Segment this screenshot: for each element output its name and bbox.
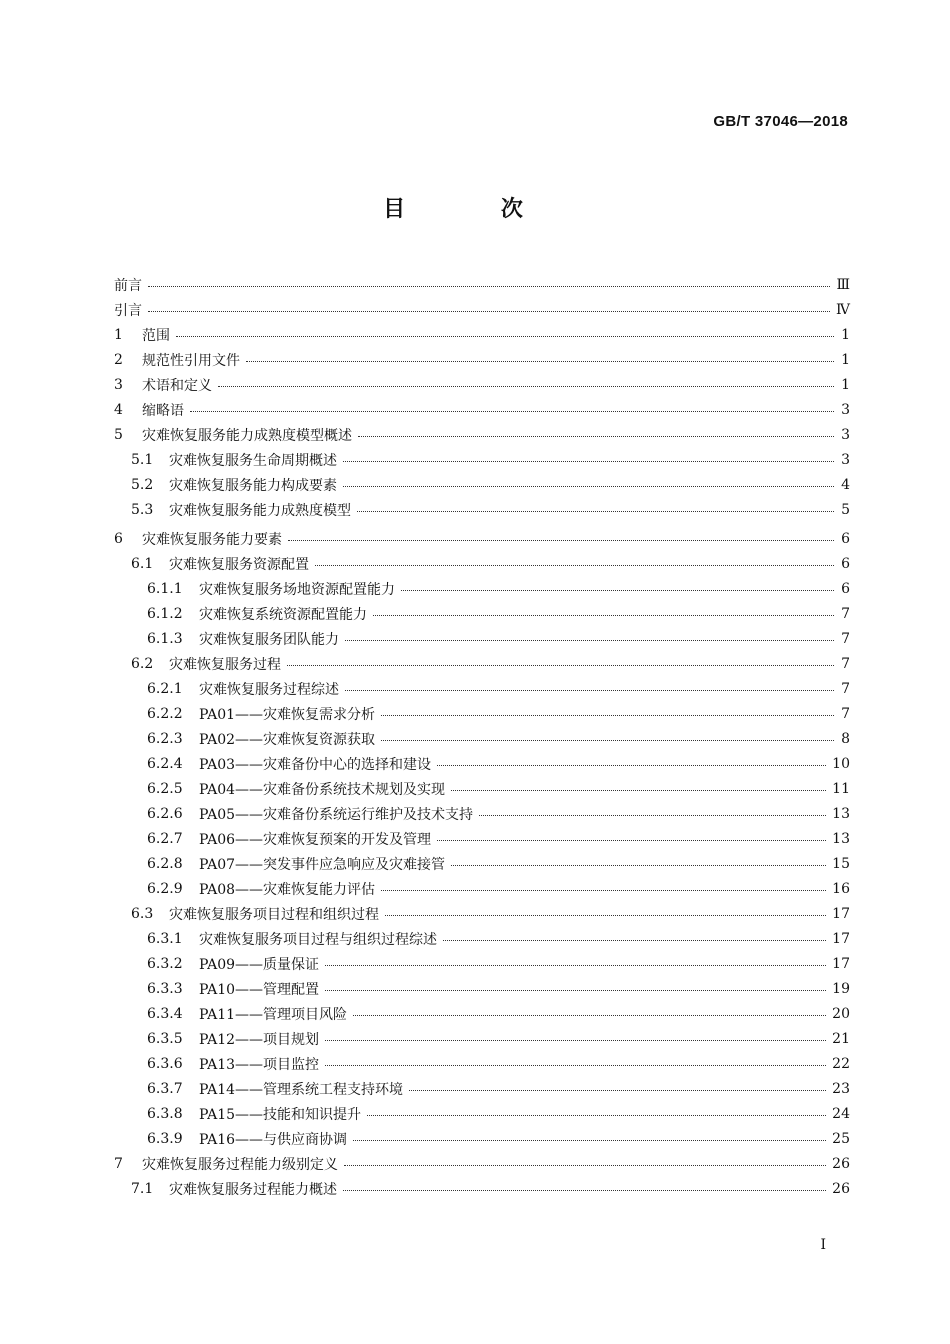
toc-entry-number: 4 — [114, 401, 123, 418]
dot-leader — [246, 361, 834, 362]
dot-leader — [437, 765, 826, 766]
toc-entry[interactable] — [114, 626, 850, 651]
toc-entry-page: Ⅳ — [836, 301, 850, 318]
dot-leader — [148, 311, 830, 312]
toc-entry[interactable] — [114, 576, 850, 601]
toc-entry[interactable] — [114, 397, 850, 422]
toc-entry-page: 11 — [832, 780, 850, 797]
toc-entry-page: 1 — [841, 351, 850, 368]
dot-leader — [325, 990, 826, 991]
toc-entry-number: 6.3.5 — [147, 1030, 183, 1047]
toc-entry[interactable] — [114, 272, 850, 297]
page-title: 目 次 — [383, 197, 567, 222]
toc-entry-title: 灾难恢复服务生命周期概述 — [169, 452, 337, 469]
toc-entry-page: 4 — [841, 476, 850, 493]
toc-entry-number: 6.2.5 — [147, 780, 183, 797]
toc-entry[interactable] — [114, 676, 850, 701]
toc-entry[interactable] — [114, 1151, 850, 1176]
toc-entry-number: 6.3 — [131, 905, 154, 922]
toc-entry-title: 灾难恢复服务场地资源配置能力 — [199, 581, 395, 598]
toc-entry-page: 7 — [841, 655, 850, 672]
toc-entry-title: PA03——灾难备份中心的选择和建设 — [199, 756, 432, 773]
toc-entry-number: 6.2.3 — [147, 730, 183, 747]
toc-entry-number: 6.1.1 — [147, 580, 183, 597]
toc-entry-number: 6.3.6 — [147, 1055, 183, 1072]
toc-entry-page: 6 — [841, 555, 850, 572]
toc-entry[interactable] — [114, 951, 850, 976]
toc-entry-number: 5.3 — [131, 501, 154, 518]
toc-entry-title: 灾难恢复服务项目过程和组织过程 — [169, 906, 379, 923]
toc-entry-number: 6.1.2 — [147, 605, 183, 622]
toc-entry-number: 3 — [114, 376, 123, 393]
toc-entry-title: 范围 — [142, 327, 170, 344]
toc-entry[interactable] — [114, 1026, 850, 1051]
toc-entry-title: 灾难恢复服务资源配置 — [169, 556, 309, 573]
toc-entry-number: 5.1 — [131, 451, 154, 468]
toc-entry[interactable] — [114, 297, 850, 322]
toc-entry-page: 17 — [832, 930, 850, 947]
toc-entry-page: 15 — [832, 855, 850, 872]
toc-entry-title: 灾难恢复服务项目过程与组织过程综述 — [199, 931, 437, 948]
toc-entry[interactable] — [114, 551, 850, 576]
toc-entry[interactable] — [114, 322, 850, 347]
toc-entry-number: 6.3.1 — [147, 930, 183, 947]
toc-entry-page: 7 — [841, 630, 850, 647]
dot-leader — [357, 511, 834, 512]
toc-entry-title: PA16——与供应商协调 — [199, 1131, 348, 1148]
toc-entry-title: PA12——项目规划 — [199, 1031, 320, 1048]
toc-entry[interactable] — [114, 826, 850, 851]
standard-code: GB/T 37046—2018 — [713, 113, 848, 130]
dot-leader — [344, 1165, 826, 1166]
dot-leader — [373, 615, 834, 616]
toc-entry-title: PA08——灾难恢复能力评估 — [199, 881, 376, 898]
toc-entry-title: PA07——突发事件应急响应及灾难接管 — [199, 856, 446, 873]
dot-leader — [325, 1065, 826, 1066]
toc-entry-number: 6.2.8 — [147, 855, 183, 872]
dot-leader — [381, 890, 826, 891]
toc-entry[interactable] — [114, 926, 850, 951]
toc-entry-number: 6.3.7 — [147, 1080, 183, 1097]
toc-entry[interactable] — [114, 651, 850, 676]
toc-entry-page: 3 — [841, 451, 850, 468]
toc-entry-number: 6.2.9 — [147, 880, 183, 897]
toc-entry-title: PA11——管理项目风险 — [199, 1006, 348, 1023]
toc-entry-number: 6.1 — [131, 555, 154, 572]
toc-entry-title: 术语和定义 — [142, 377, 212, 394]
toc-entry-number: 6.3.4 — [147, 1005, 183, 1022]
dot-leader — [148, 286, 830, 287]
dot-leader — [287, 665, 834, 666]
toc-entry-title: 灾难恢复服务能力成熟度模型 — [169, 502, 351, 519]
toc-entry-page: Ⅲ — [836, 276, 850, 293]
dot-leader — [479, 815, 826, 816]
toc-entry-title: PA09——质量保证 — [199, 956, 320, 973]
toc-entry[interactable] — [114, 776, 850, 801]
toc-entry-page: 3 — [841, 401, 850, 418]
toc-entry-page: 23 — [832, 1080, 850, 1097]
toc-entry-page: 17 — [832, 905, 850, 922]
toc-entry-title: 灾难恢复服务过程 — [169, 656, 281, 673]
toc-entry-page: 20 — [832, 1005, 850, 1022]
toc-entry-title: PA05——灾难备份系统运行维护及技术支持 — [199, 806, 474, 823]
dot-leader — [409, 1090, 826, 1091]
toc-entry-page: 26 — [832, 1155, 850, 1172]
toc-entry-title: PA04——灾难备份系统技术规划及实现 — [199, 781, 446, 798]
toc-entry-number: 6.2.6 — [147, 805, 183, 822]
toc-entry[interactable] — [114, 801, 850, 826]
toc-entry-number: 2 — [114, 351, 123, 368]
toc-entry-page: 16 — [832, 880, 850, 897]
toc-entry-title: PA14——管理系统工程支持环境 — [199, 1081, 404, 1098]
toc-entry-page: 24 — [832, 1105, 850, 1122]
dot-leader — [343, 1190, 826, 1191]
toc-entry-number: 6.3.2 — [147, 955, 183, 972]
toc-entry-page: 22 — [832, 1055, 850, 1072]
toc-entry-number: 6.3.9 — [147, 1130, 183, 1147]
toc-entry-title: 灾难恢复服务能力构成要素 — [169, 477, 337, 494]
toc-entry-title: 灾难恢复系统资源配置能力 — [199, 606, 367, 623]
toc-entry-title: PA10——管理配置 — [199, 981, 320, 998]
toc-entry-title: PA02——灾难恢复资源获取 — [199, 731, 376, 748]
toc-entry-page: 13 — [832, 805, 850, 822]
dot-leader — [381, 715, 834, 716]
toc-entry-title: PA13——项目监控 — [199, 1056, 320, 1073]
dot-leader — [381, 740, 834, 741]
dot-leader — [358, 436, 834, 437]
toc-entry-title: 灾难恢复服务团队能力 — [199, 631, 339, 648]
toc-entry-page: 6 — [841, 580, 850, 597]
toc-entry-number: 6.3.3 — [147, 980, 183, 997]
toc-entry-page: 10 — [832, 755, 850, 772]
dot-leader — [345, 640, 834, 641]
toc-entry-page: 19 — [832, 980, 850, 997]
toc-entry-page: 6 — [841, 530, 850, 547]
table-of-contents — [114, 272, 850, 1201]
toc-entry-number: 5.2 — [131, 476, 154, 493]
toc-entry-title: 规范性引用文件 — [142, 352, 240, 369]
toc-entry-title: 前言 — [114, 277, 142, 294]
dot-leader — [343, 486, 834, 487]
toc-entry-title: 灾难恢复服务能力成熟度模型概述 — [142, 427, 352, 444]
toc-entry-title: 缩略语 — [142, 402, 184, 419]
dot-leader — [353, 1015, 826, 1016]
toc-entry[interactable] — [114, 876, 850, 901]
toc-entry-title: PA15——技能和知识提升 — [199, 1106, 362, 1123]
dot-leader — [401, 590, 834, 591]
toc-entry-title: 灾难恢复服务过程能力概述 — [169, 1181, 337, 1198]
dot-leader — [325, 965, 826, 966]
toc-entry-page: 21 — [832, 1030, 850, 1047]
toc-entry[interactable] — [114, 347, 850, 372]
toc-entry[interactable] — [114, 901, 850, 926]
toc-entry-title: 灾难恢复服务能力要素 — [142, 531, 282, 548]
toc-entry[interactable] — [114, 726, 850, 751]
toc-entry[interactable] — [114, 1076, 850, 1101]
toc-entry-number: 5 — [114, 426, 123, 443]
page-number: I — [820, 1237, 826, 1253]
toc-entry-page: 3 — [841, 426, 850, 443]
toc-entry-page: 7 — [841, 680, 850, 697]
toc-entry[interactable] — [114, 1001, 850, 1026]
toc-entry-page: 7 — [841, 605, 850, 622]
dot-leader — [345, 690, 834, 691]
dot-leader — [353, 1140, 826, 1141]
toc-entry-number: 7 — [114, 1155, 123, 1172]
dot-leader — [176, 336, 834, 337]
dot-leader — [190, 411, 834, 412]
toc-entry[interactable] — [114, 372, 850, 397]
toc-entry[interactable] — [114, 701, 850, 726]
dot-leader — [325, 1040, 826, 1041]
toc-entry-page: 8 — [841, 730, 850, 747]
toc-entry-number: 6.3.8 — [147, 1105, 183, 1122]
dot-leader — [315, 565, 834, 566]
toc-entry-number: 6.2.2 — [147, 705, 183, 722]
toc-entry-page: 13 — [832, 830, 850, 847]
dot-leader — [288, 540, 834, 541]
toc-entry[interactable] — [114, 751, 850, 776]
toc-entry[interactable] — [114, 976, 850, 1001]
dot-leader — [443, 940, 826, 941]
dot-leader — [218, 386, 834, 387]
toc-entry-number: 6.1.3 — [147, 630, 183, 647]
toc-entry[interactable] — [114, 601, 850, 626]
toc-entry[interactable] — [114, 497, 850, 522]
toc-entry-page: 25 — [832, 1130, 850, 1147]
toc-entry-title: PA01——灾难恢复需求分析 — [199, 706, 376, 723]
toc-entry-page: 26 — [832, 1180, 850, 1197]
toc-entry-number: 6.2.1 — [147, 680, 183, 697]
toc-entry[interactable] — [114, 422, 850, 447]
toc-entry[interactable] — [114, 1126, 850, 1151]
toc-entry[interactable] — [114, 447, 850, 472]
toc-entry-page: 1 — [841, 376, 850, 393]
toc-entry-number: 1 — [114, 326, 123, 343]
toc-entry[interactable] — [114, 472, 850, 497]
toc-entry-title: 灾难恢复服务过程综述 — [199, 681, 339, 698]
toc-entry[interactable] — [114, 1101, 850, 1126]
toc-entry[interactable] — [114, 526, 850, 551]
toc-entry[interactable] — [114, 1176, 850, 1201]
dot-leader — [343, 461, 834, 462]
toc-entry-page: 1 — [841, 326, 850, 343]
toc-entry-title: 灾难恢复服务过程能力级别定义 — [142, 1156, 338, 1173]
toc-entry-number: 6.2 — [131, 655, 154, 672]
toc-entry-number: 7.1 — [131, 1180, 154, 1197]
dot-leader — [367, 1115, 826, 1116]
toc-entry-page: 7 — [841, 705, 850, 722]
toc-entry-number: 6 — [114, 530, 123, 547]
toc-entry-number: 6.2.4 — [147, 755, 183, 772]
dot-leader — [451, 790, 826, 791]
toc-entry-number: 6.2.7 — [147, 830, 183, 847]
toc-entry-page: 5 — [841, 501, 850, 518]
toc-entry-title: PA06——灾难恢复预案的开发及管理 — [199, 831, 432, 848]
toc-entry[interactable] — [114, 851, 850, 876]
toc-entry[interactable] — [114, 1051, 850, 1076]
toc-entry-page: 17 — [832, 955, 850, 972]
dot-leader — [451, 865, 826, 866]
dot-leader — [437, 840, 826, 841]
dot-leader — [385, 915, 826, 916]
toc-entry-title: 引言 — [114, 302, 142, 319]
